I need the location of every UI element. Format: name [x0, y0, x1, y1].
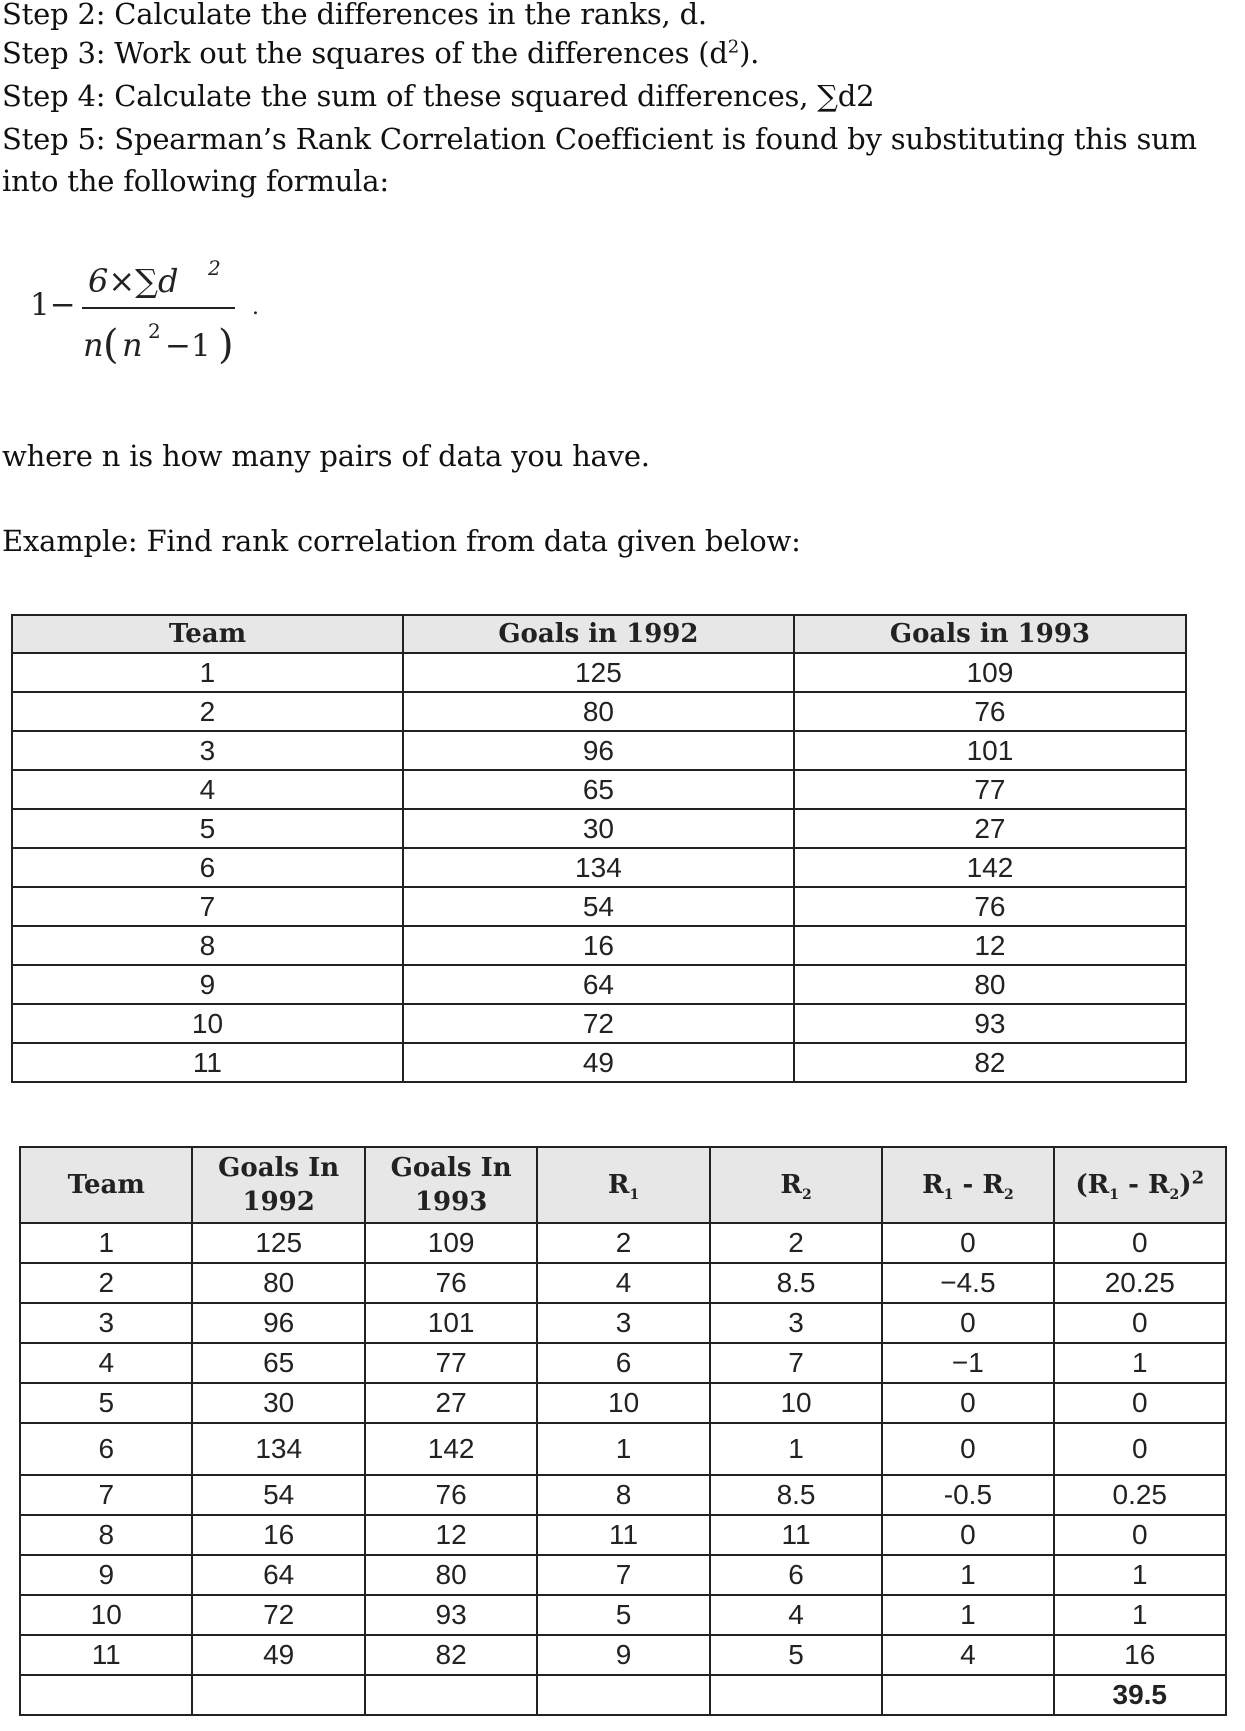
table-cell: 9 — [20, 1555, 192, 1595]
step-2-text: Step 2: Calculate the differences in the ranks, d. — [2, 0, 707, 31]
svg-text:2: 2 — [208, 256, 221, 280]
header-goals-1993: Goals in 1993 — [794, 615, 1186, 653]
table-cell: −1 — [882, 1343, 1053, 1383]
table-cell: 9 — [12, 965, 403, 1004]
empty-cell — [537, 1675, 709, 1715]
table-cell: 80 — [403, 692, 794, 731]
step-3-text: Step 3: Work out the squares of the differences $(d^2)$. — [2, 36, 760, 70]
header-squared-difference: $(R_1 - R_2)^2$ — [1054, 1147, 1226, 1223]
table-cell: 54 — [403, 887, 794, 926]
table-cell: 8.5 — [710, 1263, 882, 1303]
header-r1-minus-r2: $R_1 - R_2$ — [882, 1147, 1053, 1223]
table-cell: 10 — [710, 1383, 882, 1423]
svg-text:2: 2 — [148, 319, 161, 343]
table-cell: 134 — [192, 1423, 364, 1475]
table-cell: 96 — [192, 1303, 364, 1343]
table-cell: 0 — [1054, 1383, 1226, 1423]
table-cell: 0 — [882, 1423, 1053, 1475]
empty-cell — [365, 1675, 537, 1715]
table-cell: 16 — [403, 926, 794, 965]
step-5-continuation: into the following formula: — [2, 164, 389, 198]
table-cell: 20.25 — [1054, 1263, 1226, 1303]
step-4-text: Step 4: Calculate the sum of these squared differences, ∑d2 — [2, 79, 875, 113]
table-row — [20, 1475, 1226, 1515]
table-cell: 27 — [794, 809, 1186, 848]
empty-cell — [20, 1675, 192, 1715]
table-cell: 16 — [1054, 1635, 1226, 1675]
svg-text:n: n — [122, 326, 143, 364]
table-cell: 1 — [882, 1555, 1053, 1595]
table-cell: 93 — [365, 1595, 537, 1635]
svg-text:.: . — [252, 295, 259, 320]
table-cell: 77 — [365, 1343, 537, 1383]
svg-text:−1: −1 — [165, 328, 211, 364]
table-cell: 27 — [365, 1383, 537, 1423]
table-cell: −4.5 — [882, 1263, 1053, 1303]
table-cell: 7 — [12, 887, 403, 926]
table-cell: 109 — [365, 1223, 537, 1263]
sum-of-squared-differences: 39.5 — [1054, 1675, 1226, 1715]
table-row — [12, 848, 1186, 887]
table-cell: 3 — [537, 1303, 709, 1343]
table-cell: 142 — [365, 1423, 537, 1475]
table-cell: 64 — [192, 1555, 364, 1595]
table-row — [12, 1043, 1186, 1082]
table-cell: 0 — [882, 1383, 1053, 1423]
table-cell: 72 — [192, 1595, 364, 1635]
spearman-formula — [30, 248, 290, 388]
table-cell: 49 — [403, 1043, 794, 1082]
table-cell: 76 — [365, 1263, 537, 1303]
table-row — [12, 692, 1186, 731]
table-cell: 64 — [403, 965, 794, 1004]
table-cell: 1 — [537, 1423, 709, 1475]
table-cell: 3 — [710, 1303, 882, 1343]
table-cell: 3 — [12, 731, 403, 770]
table-cell: 12 — [794, 926, 1186, 965]
table-cell: 4 — [882, 1635, 1053, 1675]
table-cell: 10 — [537, 1383, 709, 1423]
table-cell: 101 — [794, 731, 1186, 770]
empty-cell — [710, 1675, 882, 1715]
table-cell: 10 — [12, 1004, 403, 1043]
table-cell: 3 — [20, 1303, 192, 1343]
table-cell: 76 — [365, 1475, 537, 1515]
table-cell: 0 — [882, 1223, 1053, 1263]
table-cell: 0 — [1054, 1223, 1226, 1263]
table-cell: 82 — [365, 1635, 537, 1675]
table-row — [12, 770, 1186, 809]
table-cell: 30 — [192, 1383, 364, 1423]
table-cell: 1 — [12, 653, 403, 692]
header-team: Team — [20, 1147, 192, 1223]
table-row — [12, 965, 1186, 1004]
table-row — [20, 1263, 1226, 1303]
table-cell: 1 — [882, 1595, 1053, 1635]
table-row — [12, 926, 1186, 965]
table-cell: 96 — [403, 731, 794, 770]
header-goals-1992: Goals In 1992 — [192, 1147, 364, 1223]
table-cell: 8 — [12, 926, 403, 965]
table-cell: 76 — [794, 692, 1186, 731]
table-cell: 142 — [794, 848, 1186, 887]
table-row — [20, 1423, 1226, 1475]
svg-text:6×∑d: 6×∑d — [88, 262, 179, 300]
table-cell: 5 — [537, 1595, 709, 1635]
table-row — [20, 1555, 1226, 1595]
table-cell: 7 — [537, 1555, 709, 1595]
table-cell: 65 — [192, 1343, 364, 1383]
where-text: where n is how many pairs of data you have. — [2, 439, 650, 473]
table-row — [12, 887, 1186, 926]
table-row — [20, 1343, 1226, 1383]
example-text: Example: Find rank correlation from data given below: — [2, 524, 801, 558]
table-row — [20, 1383, 1226, 1423]
table-cell: 101 — [365, 1303, 537, 1343]
goals-table — [11, 614, 1187, 1083]
table-cell: 4 — [12, 770, 403, 809]
table-cell: 0 — [1054, 1303, 1226, 1343]
table-cell: 54 — [192, 1475, 364, 1515]
table-cell: 65 — [403, 770, 794, 809]
table-cell: 2 — [20, 1263, 192, 1303]
total-row — [20, 1675, 1226, 1715]
empty-cell — [192, 1675, 364, 1715]
table-cell: 7 — [710, 1343, 882, 1383]
header-goals-1992: Goals in 1992 — [403, 615, 794, 653]
table-cell: 6 — [537, 1343, 709, 1383]
table-row — [20, 1223, 1226, 1263]
table-cell: 1 — [1054, 1555, 1226, 1595]
table-cell: 1 — [710, 1423, 882, 1475]
table-cell: 11 — [710, 1515, 882, 1555]
table-cell: 8 — [537, 1475, 709, 1515]
svg-text:): ) — [218, 322, 234, 368]
table-cell: 5 — [12, 809, 403, 848]
table-cell: 30 — [403, 809, 794, 848]
table-cell: 5 — [20, 1383, 192, 1423]
table-header-row — [12, 615, 1186, 653]
table-cell: 7 — [20, 1475, 192, 1515]
header-r2: $R_2$ — [710, 1147, 882, 1223]
header-team: Team — [12, 615, 403, 653]
table-row — [12, 1004, 1186, 1043]
table-row — [20, 1595, 1226, 1635]
rank-correlation-table — [19, 1146, 1227, 1716]
table-cell: 11 — [20, 1635, 192, 1675]
table-cell: 76 — [794, 887, 1186, 926]
table-cell: 16 — [192, 1515, 364, 1555]
table-row — [12, 809, 1186, 848]
table-cell: 72 — [403, 1004, 794, 1043]
table-cell: 11 — [12, 1043, 403, 1082]
table-cell: 2 — [710, 1223, 882, 1263]
svg-text:1−: 1− — [30, 287, 76, 323]
table-cell: 1 — [20, 1223, 192, 1263]
table-cell: 0 — [882, 1303, 1053, 1343]
table-cell: 93 — [794, 1004, 1186, 1043]
table-cell: 9 — [537, 1635, 709, 1675]
table-cell: 6 — [12, 848, 403, 887]
table-cell: 0.25 — [1054, 1475, 1226, 1515]
table-cell: 82 — [794, 1043, 1186, 1082]
table-header-row — [20, 1147, 1226, 1223]
table-cell: 4 — [710, 1595, 882, 1635]
table-cell: 109 — [794, 653, 1186, 692]
table-cell: 80 — [365, 1555, 537, 1595]
header-goals-1993: Goals In 1993 — [365, 1147, 537, 1223]
table-cell: 6 — [20, 1423, 192, 1475]
table-row — [12, 653, 1186, 692]
table-cell: 0 — [882, 1515, 1053, 1555]
table-cell: 1 — [1054, 1595, 1226, 1635]
table-cell: 49 — [192, 1635, 364, 1675]
table-row — [12, 731, 1186, 770]
empty-cell — [882, 1675, 1053, 1715]
table-cell: 0 — [1054, 1515, 1226, 1555]
table-row — [20, 1635, 1226, 1675]
table-cell: 77 — [794, 770, 1186, 809]
svg-text:n: n — [83, 326, 104, 364]
table-cell: 2 — [537, 1223, 709, 1263]
table-cell: 4 — [20, 1343, 192, 1383]
table-cell: 8 — [20, 1515, 192, 1555]
table-cell: 125 — [403, 653, 794, 692]
table-cell: 12 — [365, 1515, 537, 1555]
table-cell: 5 — [710, 1635, 882, 1675]
table-cell: 125 — [192, 1223, 364, 1263]
table-cell: 11 — [537, 1515, 709, 1555]
table-cell: 80 — [192, 1263, 364, 1303]
table-cell: 4 — [537, 1263, 709, 1303]
step-5-text: Step 5: Spearman’s Rank Correlation Coefficient is found by substituting this sum — [2, 122, 1197, 156]
table-cell: 8.5 — [710, 1475, 882, 1515]
table-cell: 6 — [710, 1555, 882, 1595]
table-row — [20, 1515, 1226, 1555]
table-cell: 2 — [12, 692, 403, 731]
table-cell: -0.5 — [882, 1475, 1053, 1515]
table-row — [20, 1303, 1226, 1343]
table-cell: 134 — [403, 848, 794, 887]
table-cell: 10 — [20, 1595, 192, 1635]
header-r1: $R_1$ — [537, 1147, 709, 1223]
table-cell: 80 — [794, 965, 1186, 1004]
table-cell: 1 — [1054, 1343, 1226, 1383]
table-cell: 0 — [1054, 1423, 1226, 1475]
svg-text:(: ( — [103, 322, 119, 368]
